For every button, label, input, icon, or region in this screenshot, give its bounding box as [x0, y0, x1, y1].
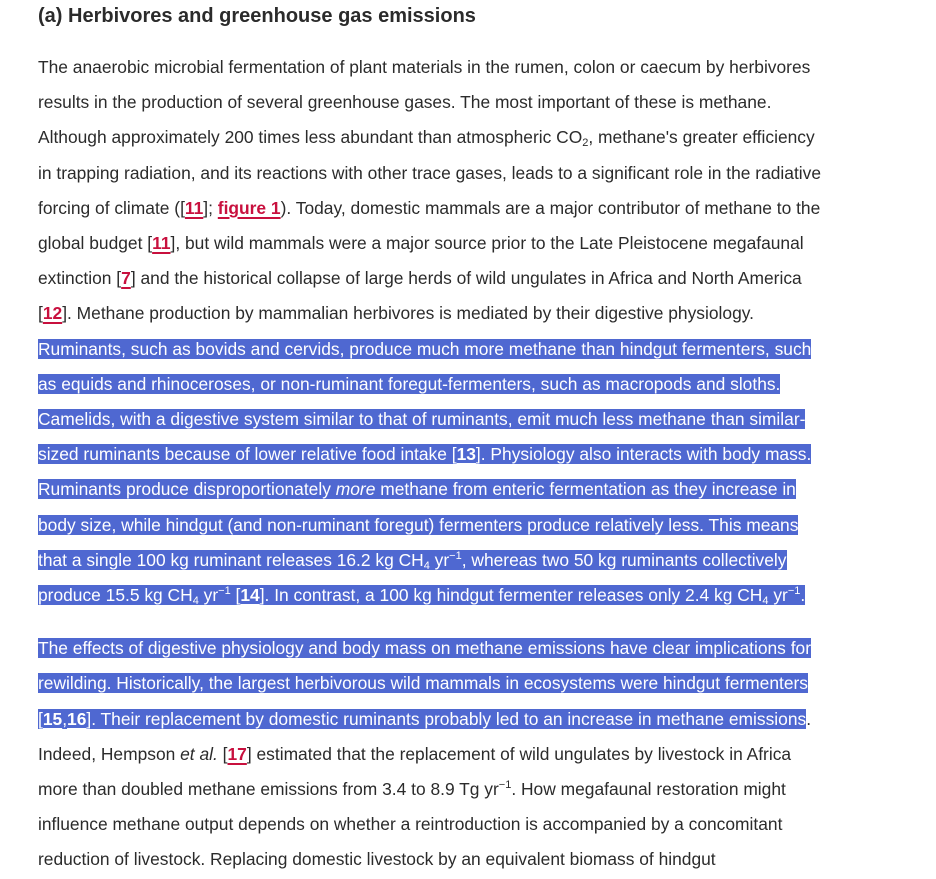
text-line	[38, 842, 928, 877]
text-run: ). Today, domestic mammals are a major contributor of methane to the	[280, 197, 821, 218]
text-run: Although approximately 200 times less abundant than atmospheric CO	[38, 127, 583, 148]
citation-link-16[interactable]: 16	[67, 708, 87, 729]
text-run: in trapping radiation, and its reactions with other trace gases, leads to a significant role in the radiative	[38, 162, 822, 183]
paragraph-2	[38, 631, 928, 877]
selected-line	[38, 578, 928, 613]
text-run: [	[217, 743, 228, 764]
text-run: , whereas two 50 kg ruminants collectively	[461, 549, 787, 570]
selected-line	[38, 472, 928, 507]
text-run: that a single 100 kg ruminant releases 16.2 kg CH	[38, 549, 424, 570]
text-run: global budget [	[38, 233, 153, 254]
superscript: −1	[449, 549, 462, 562]
citation-link-13[interactable]: 13	[456, 444, 476, 465]
subscript: 2	[582, 137, 589, 150]
selected-text[interactable]	[38, 444, 811, 464]
text-run: forcing of climate ([	[38, 197, 185, 218]
text-run: produce 15.5 kg CH	[38, 585, 193, 606]
text-run: influence methane output depends on whether a reintroduction is accompanied by a concomitant	[38, 814, 783, 835]
superscript: −1	[498, 779, 512, 792]
text-run: more than doubled methane emissions from 3.4 to 8.9 Tg yr	[38, 779, 499, 800]
text-run: ]. Physiology also interacts with body mass.	[475, 444, 812, 465]
selected-text[interactable]	[38, 709, 806, 729]
text-run: ]. In contrast, a 100 kg hindgut fermenter releases only 2.4 kg CH	[259, 585, 763, 606]
selected-line	[38, 437, 928, 472]
superscript: −1	[787, 585, 801, 598]
subscript: 4	[762, 595, 769, 608]
text-run: yr	[429, 549, 450, 570]
text-line	[38, 261, 928, 296]
selected-text[interactable]: as equids and rhinoceroses, or non-ruminant foregut-fermenters, such as macropods and sloths.	[38, 373, 781, 394]
selected-line	[38, 508, 928, 543]
text-line	[38, 50, 928, 85]
selected-text[interactable]	[38, 479, 796, 499]
text-run: ]. Methane production by mammalian herbivores is mediated by their digestive physiology.	[62, 303, 754, 324]
citation-link-11[interactable]: 11	[152, 233, 171, 254]
selected-line	[38, 402, 928, 437]
text-run: extinction [	[38, 268, 122, 289]
citation-link-17[interactable]: 17	[227, 743, 247, 764]
emphasis: et al.	[180, 743, 218, 764]
citation-link-11[interactable]: 11	[184, 197, 204, 218]
selected-line	[38, 332, 928, 367]
text-run: methane from enteric fermentation as they increase in	[375, 479, 796, 500]
text-run: .	[800, 585, 806, 606]
text-run: Ruminants produce disproportionately	[38, 479, 336, 500]
text-line	[38, 156, 928, 191]
text-run: ];	[203, 197, 218, 218]
text-line	[38, 737, 928, 772]
text-run: [	[230, 585, 241, 606]
selected-line	[38, 543, 928, 578]
text-run: The anaerobic microbial fermentation of plant materials in the rumen, colon or caecum by herbivores	[38, 57, 811, 77]
text-line	[38, 85, 928, 120]
text-run: results in the production of several greenhouse gases. The most important of these is methane.	[38, 92, 772, 113]
emphasis: more	[335, 479, 376, 500]
paragraph-1	[38, 50, 928, 613]
citation-link-7[interactable]: 7	[121, 268, 131, 289]
subscript: 4	[423, 559, 430, 572]
subscript: 4	[192, 595, 199, 608]
text-run: reduction of livestock. Replacing domestic livestock by an equivalent biomass of hindgut	[38, 849, 716, 870]
selected-text[interactable]	[38, 585, 806, 608]
selected-line	[38, 367, 928, 402]
text-run: yr	[768, 585, 788, 606]
text-line	[38, 772, 928, 807]
text-run: ], but wild mammals were a major source prior to the Late Pleistocene megafaunal	[170, 233, 804, 254]
text-line	[38, 807, 928, 842]
selected-text[interactable]	[38, 550, 787, 570]
selected-line	[38, 702, 928, 737]
selected-line	[38, 666, 928, 701]
text-run: ] and the historical collapse of large herds of wild ungulates in Africa and North America	[130, 268, 802, 289]
text-run: ] estimated that the replacement of wild ungulates by livestock in Africa	[246, 743, 792, 764]
text-run: [	[38, 303, 43, 324]
text-run: ]. Their replacement by domestic ruminants probably led to an increase in methane emissions	[86, 708, 807, 729]
superscript: −1	[218, 585, 231, 598]
text-run: Indeed, Hempson	[38, 743, 181, 764]
text-run: sized ruminants because of lower relative food intake [	[38, 444, 457, 465]
selected-text[interactable]: body size, while hindgut (and non-ruminant foregut) fermenters produce relatively less. This means	[38, 514, 799, 535]
figure-1-link[interactable]: figure 1	[217, 197, 281, 218]
selected-text[interactable]: rewilding. Historically, the largest herbivorous wild mammals in ecosystems were hindgut fermenters	[38, 673, 808, 694]
selected-text[interactable]: Ruminants, such as bovids and cervids, produce much more methane than hindgut fermenters, such	[38, 338, 812, 359]
text-line	[38, 120, 928, 155]
text-run: [	[38, 708, 43, 729]
citation-link-14[interactable]: 14	[240, 585, 260, 606]
selected-text[interactable]: Camelids, with a digestive system similar to that of ruminants, emit much less methane than similar-	[38, 409, 806, 430]
citation-link-15[interactable]: 15	[42, 708, 63, 729]
text-run: .	[806, 708, 812, 729]
text-run: ,	[62, 708, 68, 729]
section-heading: (a) Herbivores and greenhouse gas emissions	[38, 5, 476, 27]
text-run: yr	[198, 585, 219, 606]
text-line	[38, 296, 928, 331]
selected-line	[38, 631, 928, 666]
text-run: , methane's greater efficiency	[588, 127, 815, 148]
text-line	[38, 226, 928, 261]
citation-link-12[interactable]: 12	[42, 303, 63, 324]
selected-text[interactable]: The effects of digestive physiology and body mass on methane emissions have clear implications for	[38, 638, 812, 659]
text-line	[38, 191, 928, 226]
text-run: . How megafaunal restoration might	[511, 779, 786, 800]
